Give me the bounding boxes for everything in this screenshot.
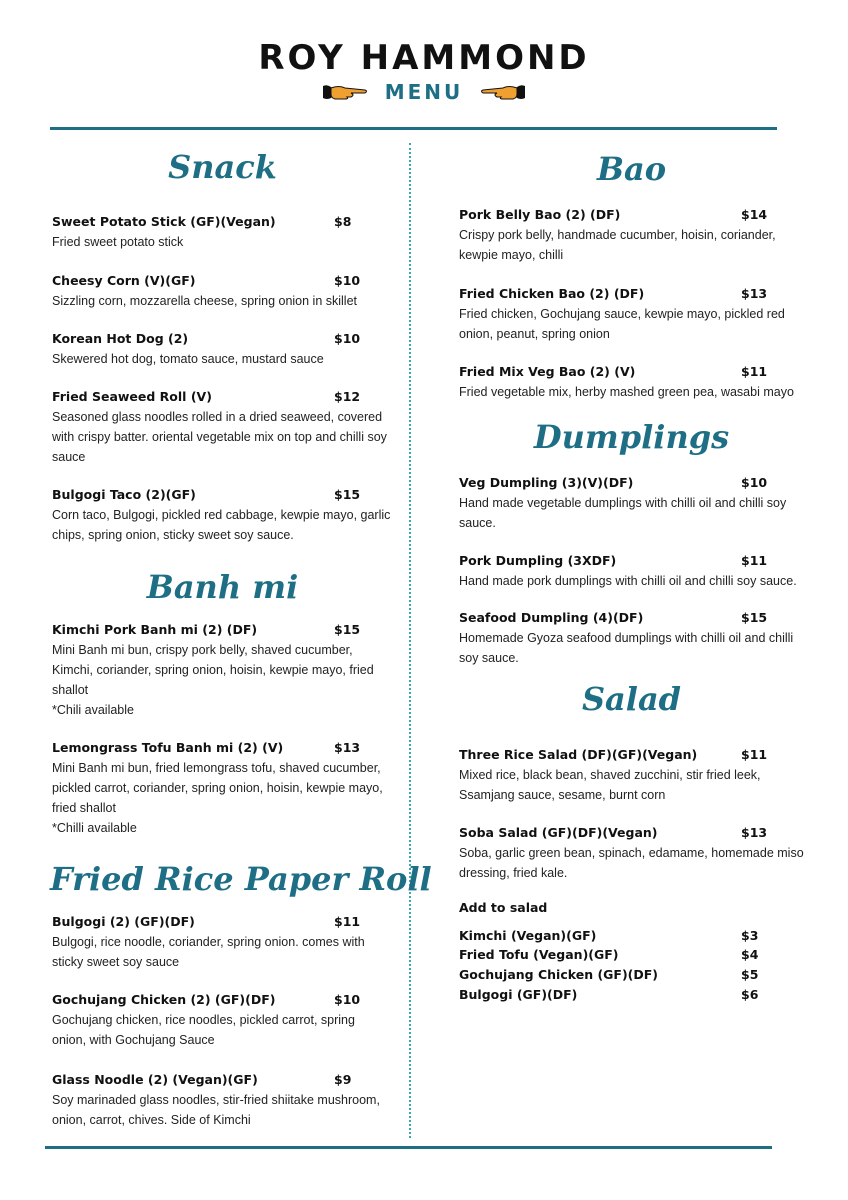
item-name: Bulgogi (2) (GF)(DF)	[52, 914, 195, 929]
menu-item	[52, 1070, 392, 1130]
addon-name: Bulgogi (GF)(DF)	[459, 987, 578, 1002]
item-name: Kimchi Pork Banh mi (2) (DF)	[52, 622, 258, 637]
item-name: Seafood Dumpling (4)(DF)	[459, 610, 644, 625]
menu-item	[459, 823, 804, 883]
item-price: $15	[334, 622, 361, 637]
column-divider	[409, 143, 411, 1138]
menu-item	[52, 738, 392, 838]
pointing-hand-left-icon	[479, 80, 527, 104]
menu-item	[52, 212, 392, 252]
item-price: $10	[741, 475, 768, 490]
item-name: Pork Belly Bao (2) (DF)	[459, 207, 621, 222]
item-name: Cheesy Corn (V)(GF)	[52, 273, 196, 288]
addon-item	[459, 926, 779, 946]
section-title-snack: Snack	[168, 148, 277, 186]
item-name: Pork Dumpling (3XDF)	[459, 553, 617, 568]
item-name: Gochujang Chicken (2) (GF)(DF)	[52, 992, 276, 1007]
item-description: Fried sweet potato stick	[52, 235, 184, 249]
item-price: $11	[741, 553, 768, 568]
item-name: Bulgogi Taco (2)(GF)	[52, 487, 196, 502]
item-price: $10	[334, 273, 361, 288]
item-price: $12	[334, 389, 361, 404]
item-name: Soba Salad (GF)(DF)(Vegan)	[459, 825, 658, 840]
item-price: $11	[334, 914, 361, 929]
bottom-divider	[45, 1146, 772, 1149]
item-description: Sizzling corn, mozzarella cheese, spring onion in skillet	[52, 294, 358, 308]
menu-subtitle-row	[0, 80, 848, 104]
item-description: Fried vegetable mix, herby mashed green pea, wasabi mayo	[459, 385, 794, 399]
menu-item	[459, 745, 804, 805]
addon-price: $6	[741, 987, 759, 1002]
section-title-dumplings: Dumplings	[533, 418, 730, 456]
section-title-salad: Salad	[581, 680, 682, 718]
item-description: Soba, garlic green bean, spinach, edamame, homemade miso dressing, fried kale.	[459, 846, 804, 880]
item-note: *Chili available	[52, 703, 134, 717]
item-price: $8	[334, 214, 352, 229]
item-price: $11	[741, 364, 768, 379]
top-divider	[50, 127, 777, 130]
item-price: $15	[741, 610, 768, 625]
item-description: Gochujang chicken, rice noodles, pickled carrot, spring onion, with Gochujang Sauce	[52, 1013, 355, 1047]
addon-name: Gochujang Chicken (GF)(DF)	[459, 967, 659, 982]
item-name: Fried Mix Veg Bao (2) (V)	[459, 364, 636, 379]
addon-price: $4	[741, 947, 759, 962]
item-description: Hand made vegetable dumplings with chilli oil and chilli soy sauce.	[459, 496, 787, 530]
item-name: Glass Noodle (2) (Vegan)(GF)	[52, 1072, 258, 1087]
item-price: $9	[334, 1072, 352, 1087]
item-price: $15	[334, 487, 361, 502]
item-name: Three Rice Salad (DF)(GF)(Vegan)	[459, 747, 698, 762]
item-description: Mixed rice, black bean, shaved zucchini, stir fried leek, Ssamjang sauce, sesame, burnt corn	[459, 768, 761, 802]
section-title-fried-rice-paper-roll: Fried Rice Paper Roll	[50, 860, 432, 898]
menu-item	[459, 473, 804, 533]
addon-item	[459, 985, 779, 1005]
item-price: $13	[334, 740, 361, 755]
menu-item	[459, 205, 804, 265]
item-description: Fried chicken, Gochujang sauce, kewpie mayo, pickled red onion, peanut, spring onion	[459, 307, 785, 341]
item-price: $10	[334, 992, 361, 1007]
item-price: $14	[741, 207, 768, 222]
item-price: $13	[741, 286, 768, 301]
restaurant-name: ROY HAMMOND	[258, 38, 590, 78]
menu-item	[52, 329, 392, 369]
addon-price: $3	[741, 928, 759, 943]
addon-item	[459, 965, 779, 985]
item-description: Corn taco, Bulgogi, pickled red cabbage, kewpie mayo, garlic chips, spring onion, sticky sweet soy sauce.	[52, 508, 391, 542]
section-title-banh-mi: Banh mi	[146, 568, 299, 606]
menu-item	[52, 620, 392, 720]
section-title-bao: Bao	[596, 150, 667, 188]
item-description: Mini Banh mi bun, crispy pork belly, shaved cucumber, Kimchi, coriander, spring onion, hoisin, kewpie mayo, fried shallot	[52, 643, 374, 697]
pointing-hand-right-icon	[321, 80, 369, 104]
addon-item	[459, 945, 779, 965]
item-name: Lemongrass Tofu Banh mi (2) (V)	[52, 740, 284, 755]
menu-item	[459, 608, 804, 668]
item-description: Bulgogi, rice noodle, coriander, spring onion. comes with sticky sweet soy sauce	[52, 935, 365, 969]
item-description: Seasoned glass noodles rolled in a dried seaweed, covered with crispy batter. oriental vegetable mix on top and chilli soy sauce	[52, 410, 387, 464]
addon-price: $5	[741, 967, 759, 982]
menu-item	[52, 387, 392, 467]
addon-name: Kimchi (Vegan)(GF)	[459, 928, 597, 943]
item-name: Veg Dumpling (3)(V)(DF)	[459, 475, 634, 490]
item-name: Sweet Potato Stick (GF)(Vegan)	[52, 214, 276, 229]
item-name: Korean Hot Dog (2)	[52, 331, 189, 346]
menu-item	[459, 551, 804, 591]
menu-item	[52, 271, 392, 311]
item-price: $10	[334, 331, 361, 346]
item-description: Soy marinaded glass noodles, stir-fried shiitake mushroom, onion, carrot, chives. Side of Kimchi	[52, 1093, 380, 1127]
item-name: Fried Chicken Bao (2) (DF)	[459, 286, 645, 301]
add-to-salad-heading: Add to salad	[459, 900, 548, 915]
menu-item	[459, 284, 804, 344]
item-description: Homemade Gyoza seafood dumplings with chilli oil and chilli soy sauce.	[459, 631, 794, 665]
item-note: *Chilli available	[52, 821, 137, 835]
menu-item	[52, 990, 392, 1050]
item-description: Hand made pork dumplings with chilli oil and chilli soy sauce.	[459, 574, 797, 588]
menu-subtitle: MENU	[384, 80, 464, 104]
item-description: Mini Banh mi bun, fried lemongrass tofu, shaved cucumber, pickled carrot, coriander, spring onion, hoisin, kewpie mayo, fried shallot	[52, 761, 383, 815]
addon-name: Fried Tofu (Vegan)(GF)	[459, 947, 619, 962]
item-price: $11	[741, 747, 768, 762]
item-name: Fried Seaweed Roll (V)	[52, 389, 212, 404]
item-price: $13	[741, 825, 768, 840]
menu-item	[459, 362, 804, 402]
menu-item	[52, 912, 392, 972]
menu-item	[52, 485, 392, 545]
item-description: Crispy pork belly, handmade cucumber, hoisin, coriander, kewpie mayo, chilli	[459, 228, 776, 262]
item-description: Skewered hot dog, tomato sauce, mustard sauce	[52, 352, 324, 366]
